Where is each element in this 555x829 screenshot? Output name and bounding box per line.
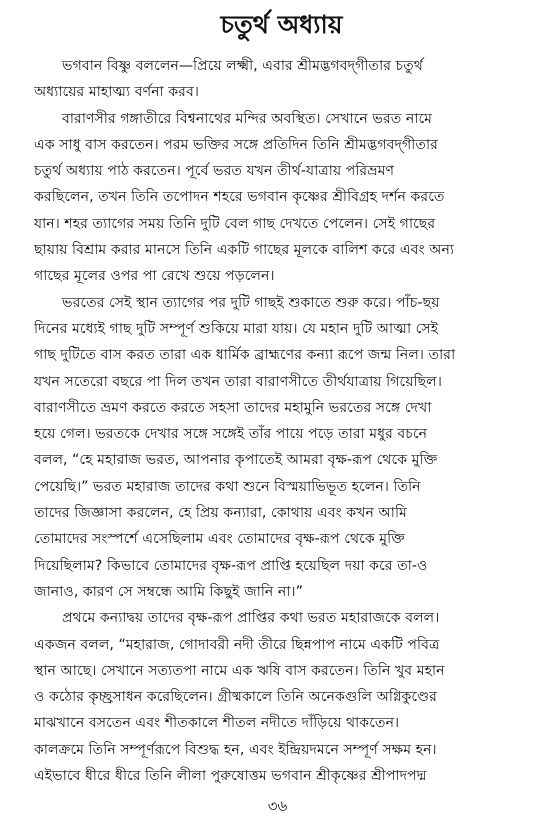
paragraph-2 <box>34 106 529 290</box>
paragraph-4 <box>34 605 529 789</box>
text-line: হয়ে গেল। ভরতকে দেখার সঙ্গে সঙ্গেই তাঁর পায়ে পড়ে তারা মধুর বচনে <box>34 426 428 443</box>
text-line: বলল, “হে মহারাজ ভরত, আপনার কৃপাতেই আমরা বৃক্ষ-রূপ থেকে মুক্তি <box>34 452 438 469</box>
text-line: যান। শহর ত্যাগের সময় তিনি দুটি বেল গাছ দেখতে পেলেন। সেই গাছের <box>34 215 436 232</box>
text-line: অধ্যায়ের মাহাত্ম্য বর্ণনা করব। <box>34 84 199 101</box>
text-line: ছায়ায় বিশ্রাম করার মানসে তিনি একটি গাছের মূলকে বালিশ করে এবং অন্য <box>34 242 455 259</box>
text-line: ও কঠোর কৃচ্ছ্রসাধন করেছিলেন। গ্রীষ্মকালে তিনি অনেকগুলি অগ্নিকুণ্ডের <box>34 689 437 706</box>
text-line: দিয়েছিলাম? কিভাবে তোমাদের বৃক্ষ-রূপ প্রাপ্তি হয়েছিল দয়া করে তা-ও <box>34 557 428 574</box>
text-line: দিনের মধ্যেই গাছ দুটি সম্পূর্ণ শুকিয়ে মারা যায়। যে মহান দুটি আত্মা সেই <box>34 320 439 337</box>
page-number: ৩৬ <box>267 797 288 815</box>
text-line: এইভাবে ধীরে ধীরে তিনি লীলা পুরুষোত্তম ভগবান শ্রীকৃষ্ণের শ্রীপাদপদ্ম <box>34 768 427 785</box>
text-line: গাছের মূলের ওপর পা রেখে শুয়ে পড়লেন। <box>34 268 275 285</box>
paragraph-1 <box>34 53 529 106</box>
text-line: একজন বলল, “মহারাজ, গোদাবরী নদী তীরে ছিন্নপাপ নামে একটি পবিত্র <box>34 636 440 653</box>
text-line: জানাও, কারণ সে সম্বন্ধে আমি কিছুই জানি না।” <box>34 583 303 600</box>
text-line: ভগবান বিষ্ণু বললেন—প্রিয়ে লক্ষ্মী, এবার শ্রীমদ্ভগবদ্‌গীতার চতুর্থ <box>62 58 423 74</box>
text-line: বারাণসীর গঙ্গাতীরে বিশ্বনাথের মন্দির অবস্থিত। সেখানে ভরত নামে <box>62 110 433 127</box>
text-line: গাছ দুটিতে বাস করত তারা এক ধার্মিক ব্রাহ্মণের কন্যা রূপে জন্ম নিল। তারা <box>34 347 456 364</box>
text-line: মাঝখানে বসতেন এবং শীতকালে শীতল নদীতে দাঁড়িয়ে থাকতেন। <box>34 715 400 732</box>
text-line: করছিলেন, তখন তিনি তপোদন শহরে ভগবান কৃষ্ণের শ্রীবিগ্রহ দর্শন করতে <box>34 189 445 206</box>
text-line: প্রথমে কন্যাদ্বয় তাদের বৃক্ষ-রূপ প্রাপ্তির কথা ভরত মহারাজকে বলল। <box>62 610 440 627</box>
text-line: স্থান আছে। সেখানে সত্যতপা নামে এক ঋষি বাস করতেন। তিনি খুব মহান <box>34 662 445 679</box>
text-line: এক সাধু বাস করতেন। পরম ভক্তির সঙ্গে প্রতিদিন তিনি শ্রীমদ্ভগবদ্‌গীতার <box>34 136 438 153</box>
text-line: তোমাদের সংস্পর্শে এসেছিলাম এবং তোমাদের বৃক্ষ-রূপ থেকে মুক্তি <box>34 531 405 548</box>
text-line: যখন সতেরো বছরে পা দিল তখন তারা বারাণসীতে তীর্থযাত্রায় গিয়েছিল। <box>34 373 442 390</box>
chapter-title: চতুর্থ অধ্যায় <box>220 10 343 39</box>
text-line: চতুর্থ অধ্যায় পাঠ করতেন। পূর্বে ভরত যখন তীর্থ-যাত্রায় পরিভ্রমণ <box>34 163 395 180</box>
text-line: বারাণসীতে ভ্রমণ করতে করতে সহসা তাদের মহামুনি ভরতের সঙ্গে দেখা <box>34 399 432 416</box>
text-line: ভরতের সেই স্থান ত্যাগের পর দুটি গাছই শুকাতে শুরু করে। পাঁচ-ছয় <box>62 294 440 311</box>
text-line: পেয়েছি।” ভরত মহারাজ তাদের কথা শুনে বিস্ময়াভিভূত হলেন। তিনি <box>34 478 421 495</box>
paragraph-3 <box>34 290 529 606</box>
text-line: কালক্রমে তিনি সম্পূর্ণরূপে বিশুদ্ধ হন, এবং ইন্দ্রিয়দমনে সম্পূর্ণ সক্ষম হন। <box>34 741 437 758</box>
text-line: তাদের জিজ্ঞাসা করলেন, হে প্রিয় কন্যারা, কোথায় এবং কখন আমি <box>34 505 407 522</box>
